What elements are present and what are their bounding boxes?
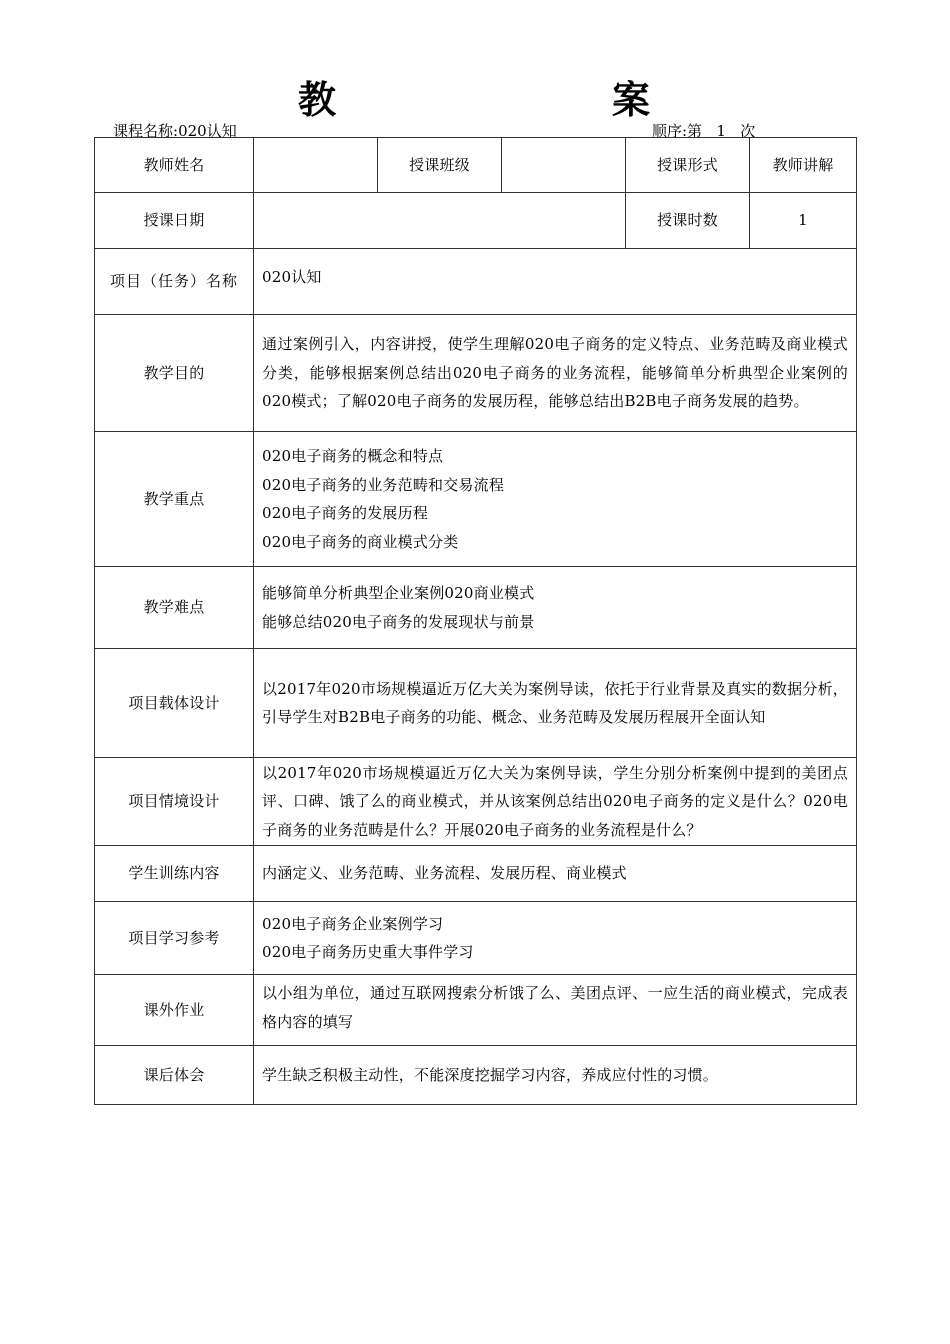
list-item: 020电子商务历史重大事件学习 [262,943,474,961]
difficulties-list [254,567,857,649]
hours-value: 1 [750,193,857,249]
objective-text: 通过案例引入，内容讲授，使学生理解020电子商务的定义特点、业务范畴及商业模式分类，能够根据案例总结出020电子商务的业务流程，能够简单分析典型企业案例的020模式；了解020电子商务的发展历程，能够总结出B2B电子商务发展的趋势。 [254,315,857,432]
homework-text: 以小组为单位，通过互联网搜索分析饿了么、美团点评、一应生活的商业模式，完成表格内容的填写 [254,975,857,1046]
class-label: 授课班级 [378,138,502,193]
teaching-form-value: 教师讲解 [750,138,857,193]
order-label: 顺序:第 [652,122,703,140]
table-row [95,902,857,975]
list-item: 能够简单分析典型企业案例020商业模式 [262,584,535,602]
title-char-jiao: 教 [298,78,337,122]
order-suffix: 次 [740,122,756,140]
list-item: 020电子商务的概念和特点 [262,447,444,465]
project-name-value: 020认知 [254,249,857,315]
lesson-plan-table [94,137,857,1105]
reflection-text: 学生缺乏积极主动性，不能深度挖掘学习内容，养成应付性的习惯。 [254,1046,857,1105]
teacher-name-label: 教师姓名 [95,138,254,193]
hours-label: 授课时数 [626,193,750,249]
table-row [95,975,857,1046]
training-text: 内涵定义、业务范畴、业务流程、发展历程、商业模式 [254,846,857,902]
table-row [95,138,857,193]
key-points-label: 教学重点 [95,432,254,567]
project-name-label: 项目（任务）名称 [95,249,254,315]
carrier-design-text: 以2017年020市场规模逼近万亿大关为案例导读，依托于行业背景及真实的数据分析，引导学生对B2B电子商务的功能、概念、业务范畴及发展历程展开全面认知 [254,649,857,758]
table-row [95,1046,857,1105]
table-row [95,432,857,567]
difficulties-label: 教学难点 [95,567,254,649]
order-number: 1 [716,122,726,140]
key-points-list [254,432,857,567]
scenario-design-text: 以2017年020市场规模逼近万亿大关为案例导读，学生分别分析案例中提到的美团点评、口碑、饿了么的商业模式，并从该案例总结出020电子商务的定义是什么？020电子商务的业务范畴是什么？开展020电子商务的业务流程是什么？ [254,758,857,846]
reference-label: 项目学习参考 [95,902,254,975]
list-item: 020电子商务的商业模式分类 [262,532,459,551]
list-item: 能够总结020电子商务的发展现状与前景 [262,612,535,631]
class-value [502,138,626,193]
objective-label: 教学目的 [95,315,254,432]
list-item: 020电子商务的业务范畴和交易流程 [262,475,505,494]
reflection-label: 课后体会 [95,1046,254,1105]
training-label: 学生训练内容 [95,846,254,902]
course-label: 课程名称: [113,122,179,140]
list-item: 020电子商务的发展历程 [262,504,429,522]
table-row [95,649,857,758]
scenario-design-label: 项目情境设计 [95,758,254,846]
course-name: 020认知 [178,122,237,140]
carrier-design-label: 项目载体设计 [95,649,254,758]
table-row [95,758,857,846]
reference-list [254,902,857,975]
table-row [95,249,857,315]
title-char-an: 案 [612,78,651,122]
table-row [95,315,857,432]
date-label: 授课日期 [95,193,254,249]
list-item: 020电子商务企业案例学习 [262,914,444,933]
table-row [95,567,857,649]
date-value [254,193,626,249]
teacher-name-value [254,138,378,193]
table-row [95,846,857,902]
table-row [95,193,857,249]
teaching-form-label: 授课形式 [626,138,750,193]
homework-label: 课外作业 [95,975,254,1046]
